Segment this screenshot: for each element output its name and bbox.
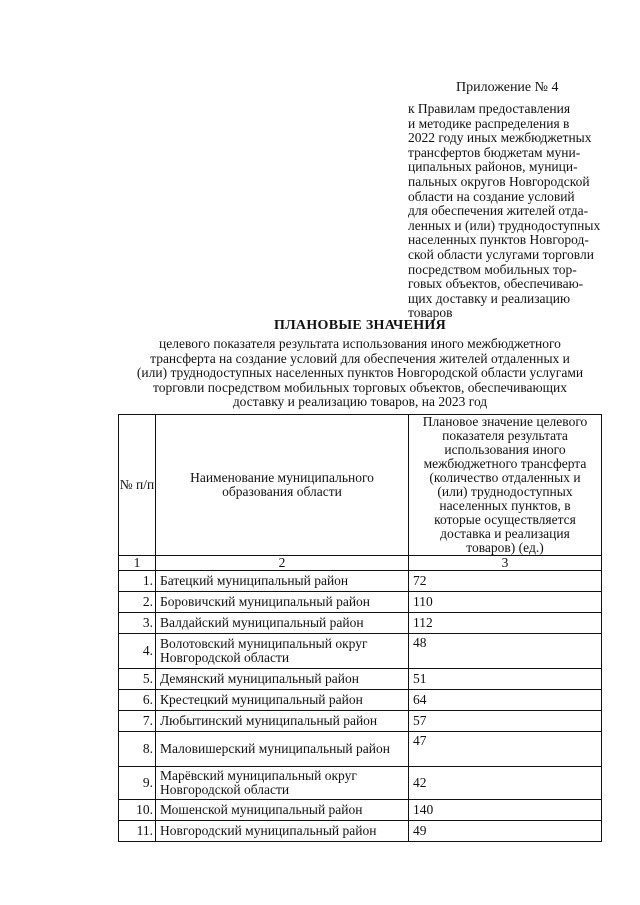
document-heading — [100, 318, 620, 410]
appendix-line: к Правилам предоставления — [408, 101, 571, 116]
table-row — [119, 690, 602, 711]
appendix-line: населенных пунктов Новгород- — [408, 232, 589, 248]
subtitle-line: торговли посредством мобильных торговых объектов, обеспечивающих — [153, 379, 567, 395]
header-num: № п/п — [119, 415, 156, 556]
row-value: 57 — [409, 711, 602, 732]
index-cell: 1 — [119, 556, 156, 571]
appendix-line: для обеспечения жителей отда- — [408, 203, 589, 219]
appendix-line: ской области услугами торговли — [408, 246, 594, 262]
appendix-title: Приложение № 4 — [456, 80, 559, 95]
appendix-line: трансфертов бюджетам муни- — [408, 144, 581, 160]
row-name: Марёвский муниципальный округ Новгородской области — [156, 767, 409, 800]
subtitle-line: (или) труднодоступных населенных пунктов Новгородской области услугами — [136, 365, 584, 381]
table-row — [119, 711, 602, 732]
row-value: 42 — [409, 767, 602, 800]
row-num: 1. — [119, 571, 156, 592]
table-index-row — [119, 556, 602, 571]
row-value: 64 — [409, 690, 602, 711]
document-title: ПЛАНОВЫЕ ЗНАЧЕНИЯ — [274, 318, 446, 333]
table-header-row — [119, 415, 602, 556]
row-name: Маловишерский муниципальный район — [156, 732, 409, 767]
row-value: 110 — [409, 592, 602, 613]
row-name: Боровичский муниципальный район — [156, 592, 409, 613]
row-name: Волотовский муниципальный округ Новгородской области — [156, 634, 409, 669]
row-value: 49 — [409, 821, 602, 842]
row-num: 7. — [119, 711, 156, 732]
row-value: 48 — [409, 634, 602, 669]
row-name: Мошенской муниципальный район — [156, 800, 409, 821]
index-cell: 3 — [409, 556, 602, 571]
index-cell: 2 — [156, 556, 409, 571]
row-num: 6. — [119, 690, 156, 711]
row-num: 11. — [119, 821, 156, 842]
table-row — [119, 767, 602, 800]
table-row — [119, 634, 602, 669]
table-row — [119, 571, 602, 592]
row-num: 8. — [119, 732, 156, 767]
document-subtitle — [100, 337, 620, 410]
appendix-line: ципальных районов, муници- — [408, 159, 578, 175]
row-name: Батецкий муниципальный район — [156, 571, 409, 592]
appendix-line: товаров — [408, 305, 453, 321]
row-value: 112 — [409, 613, 602, 634]
subtitle-line: целевого показателя результата использования иного межбюджетного — [159, 336, 561, 351]
row-name: Новгородский муниципальный район — [156, 821, 409, 842]
row-value: 140 — [409, 800, 602, 821]
appendix-line: посредством мобильных тор- — [408, 261, 577, 277]
header-value: Плановое значение целевого показателя результата использования иного межбюджетного трансферта (количество отдаленных и (или) труднодоступных населенных пунктов, в которые осуществляется доставка и реализация товаров) (ед.) — [409, 415, 602, 556]
table-row — [119, 732, 602, 767]
row-name: Валдайский муниципальный район — [156, 613, 409, 634]
row-num: 5. — [119, 669, 156, 690]
table-row — [119, 800, 602, 821]
appendix-line: щих доставку и реализацию — [408, 290, 571, 306]
appendix-line: области на создание условий — [408, 188, 575, 204]
appendix-text — [408, 102, 608, 321]
table-row — [119, 669, 602, 690]
row-num: 2. — [119, 592, 156, 613]
row-value: 47 — [409, 732, 602, 767]
table-row — [119, 592, 602, 613]
row-name: Любытинский муниципальный район — [156, 711, 409, 732]
appendix-line: и методике распределения в — [408, 115, 570, 131]
table-row — [119, 613, 602, 634]
subtitle-line: трансферта на создание условий для обеспечения жителей отдаленных и — [150, 350, 570, 366]
row-num: 3. — [119, 613, 156, 634]
appendix-line: пальных округов Новгородской — [408, 173, 590, 189]
appendix-line: ленных и (или) труднодоступных — [408, 217, 601, 233]
row-value: 72 — [409, 571, 602, 592]
row-value: 51 — [409, 669, 602, 690]
table-row — [119, 821, 602, 842]
row-num: 9. — [119, 767, 156, 800]
header-name: Наименование муниципального образования области — [156, 415, 409, 556]
appendix-line: 2022 году иных межбюджетных — [408, 130, 592, 146]
row-num: 4. — [119, 634, 156, 669]
subtitle-line: доставку и реализацию товаров, на 2023 год — [232, 394, 488, 410]
appendix-line: говых объектов, обеспечиваю- — [408, 276, 584, 292]
row-name: Демянский муниципальный район — [156, 669, 409, 690]
row-name: Крестецкий муниципальный район — [156, 690, 409, 711]
row-num: 10. — [119, 800, 156, 821]
plan-values-table — [118, 414, 602, 842]
appendix-block — [408, 80, 608, 321]
